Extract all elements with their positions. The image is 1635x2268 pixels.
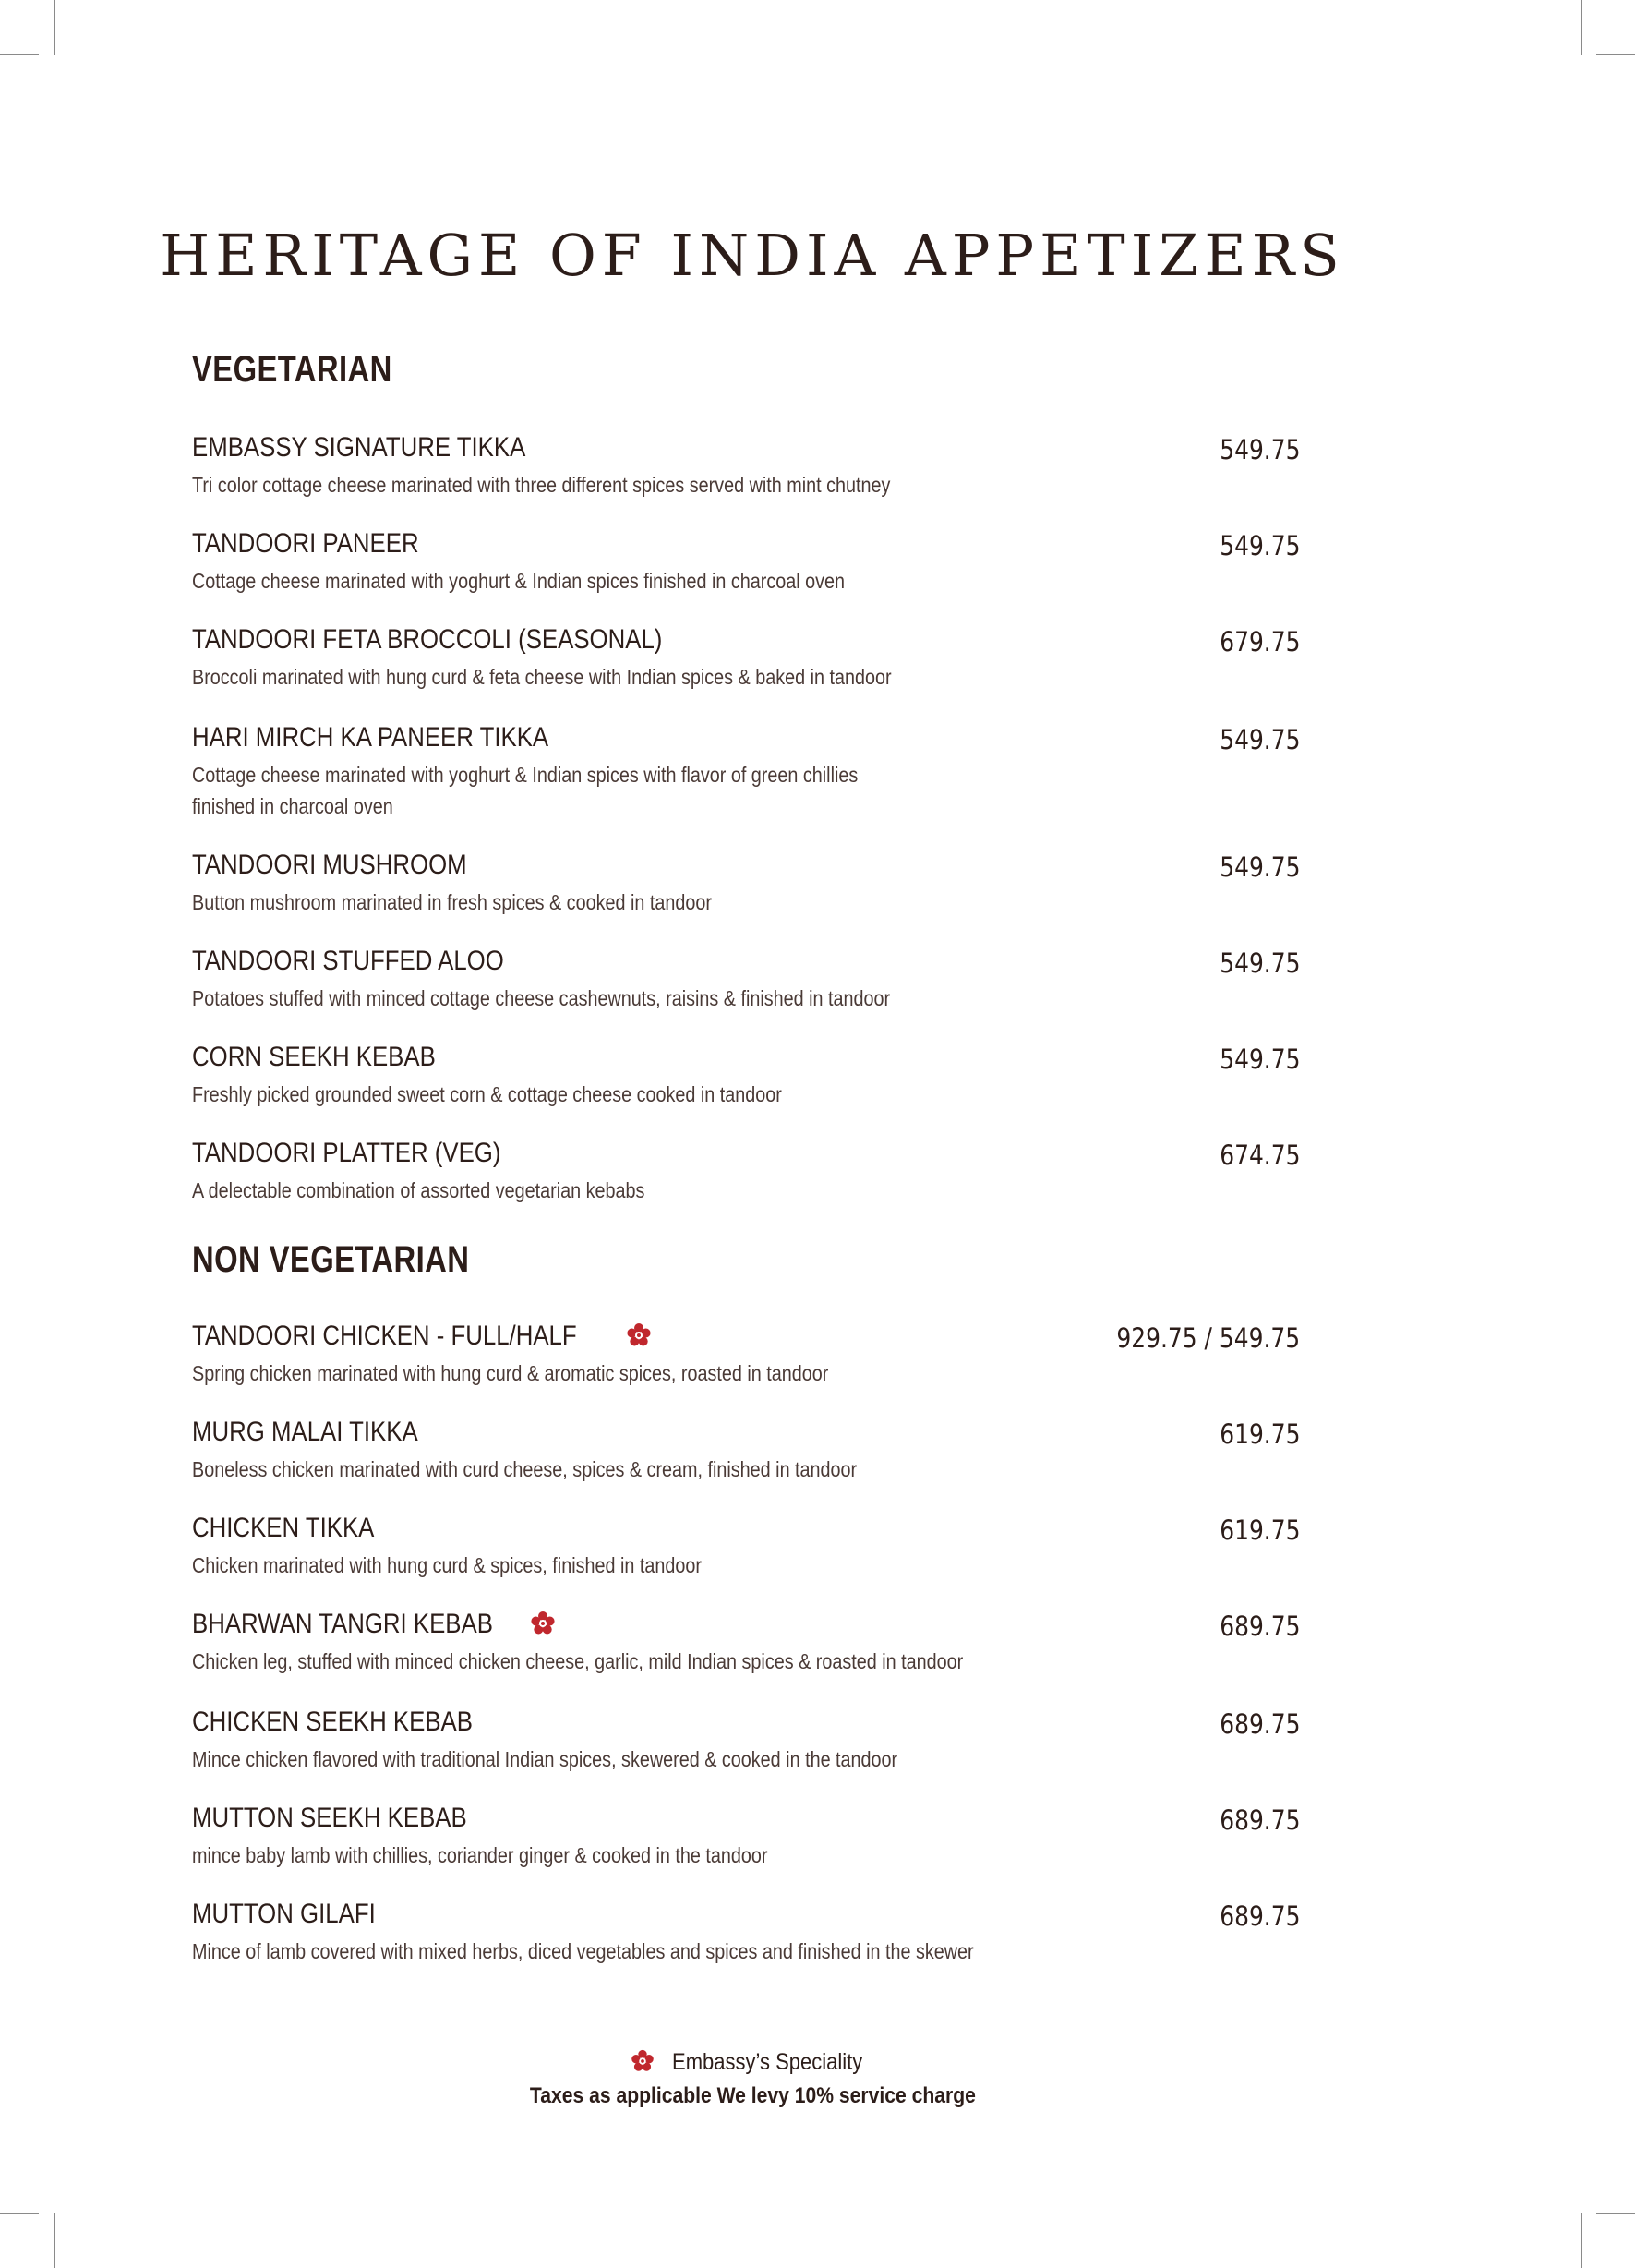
item-description-continued: finished in charcoal oven [192, 794, 393, 818]
item-description: Broccoli marinated with hung curd & feta cheese with Indian spices & baked in tandoor [192, 665, 892, 689]
item-name: EMBASSY SIGNATURE TIKKA [192, 432, 526, 463]
item-description: Potatoes stuffed with minced cottage cheese cashewnuts, raisins & finished in tandoor [192, 986, 891, 1010]
item-description: Spring chicken marinated with hung curd & aromatic spices, roasted in tandoor [192, 1361, 829, 1385]
crop-mark [1581, 2213, 1582, 2268]
menu-item [192, 1609, 1300, 1677]
item-description: Mince chicken flavored with traditional Indian spices, skewered & cooked in the tandoor [192, 1747, 898, 1771]
item-description: mince baby lamb with chillies, coriander ginger & cooked in the tandoor [192, 1843, 768, 1867]
speciality-legend [0, 2048, 1505, 2076]
crop-mark [0, 2213, 39, 2214]
item-name: BHARWAN TANGRI KEBAB [192, 1609, 493, 1639]
item-price: 674.75 [1219, 1140, 1300, 1171]
menu-item [192, 850, 1300, 918]
item-name: CHICKEN SEEKH KEBAB [192, 1707, 473, 1737]
crop-mark [1596, 54, 1635, 55]
crop-mark [0, 54, 39, 55]
item-name: TANDOORI STUFFED ALOO [192, 946, 504, 976]
item-description: Button mushroom marinated in fresh spices & cooked in tandoor [192, 890, 712, 914]
menu-item [192, 946, 1300, 1014]
item-price: 549.75 [1219, 530, 1300, 561]
menu-item [192, 432, 1300, 501]
menu-item [192, 1899, 1300, 1967]
item-price: 929.75 / 549.75 [1116, 1322, 1300, 1354]
item-price: 689.75 [1219, 1708, 1300, 1740]
item-price: 549.75 [1219, 851, 1300, 883]
item-price: 689.75 [1219, 1900, 1300, 1932]
item-name: CORN SEEKH KEBAB [192, 1042, 436, 1072]
item-price: 549.75 [1219, 1044, 1300, 1075]
item-description: Boneless chicken marinated with curd cheese, spices & cream, finished in tandoor [192, 1457, 858, 1481]
item-description: Mince of lamb covered with mixed herbs, diced vegetables and spices and finished in the skewer [192, 1939, 974, 1963]
item-description: Chicken marinated with hung curd & spices, finished in tandoor [192, 1553, 702, 1577]
item-price: 549.75 [1219, 724, 1300, 755]
menu-item [192, 1513, 1300, 1581]
crop-mark [54, 0, 55, 55]
menu-item [192, 1417, 1300, 1485]
flower-icon [625, 1321, 653, 1349]
menu-item [192, 722, 1300, 822]
menu-item [192, 1321, 1300, 1389]
section-heading-vegetarian: VEGETARIAN [192, 349, 392, 390]
menu-item [192, 1707, 1300, 1775]
menu-item [192, 1042, 1300, 1110]
item-name: TANDOORI MUSHROOM [192, 850, 467, 880]
item-price: 689.75 [1219, 1804, 1300, 1836]
flower-icon [630, 2048, 655, 2074]
menu-item [192, 624, 1300, 693]
flower-icon [529, 1610, 557, 1637]
item-description: Freshly picked grounded sweet corn & cottage cheese cooked in tandoor [192, 1082, 782, 1106]
tax-note-text: Taxes as applicable We levy 10% service charge [529, 2083, 976, 2108]
crop-mark [1596, 2213, 1635, 2214]
menu-item [192, 1138, 1300, 1206]
item-name: TANDOORI PANEER [192, 528, 419, 559]
item-price: 679.75 [1219, 626, 1300, 657]
tax-note [0, 2083, 1505, 2109]
item-name: HARI MIRCH KA PANEER TIKKA [192, 722, 549, 753]
item-name: TANDOORI CHICKEN - FULL/HALF [192, 1321, 577, 1351]
item-description: Chicken leg, stuffed with minced chicken cheese, garlic, mild Indian spices & roasted in tandoor [192, 1649, 964, 1673]
item-price: 619.75 [1219, 1418, 1300, 1450]
item-price: 619.75 [1219, 1514, 1300, 1546]
page-title: HERITAGE OF INDIA APPETIZERS [160, 222, 1345, 289]
item-description: Cottage cheese marinated with yoghurt & Indian spices with flavor of green chillies [192, 763, 859, 787]
item-price: 549.75 [1219, 947, 1300, 979]
item-name: TANDOORI FETA BROCCOLI (SEASONAL) [192, 624, 663, 655]
item-description: Cottage cheese marinated with yoghurt & Indian spices finished in charcoal oven [192, 569, 846, 593]
item-name: TANDOORI PLATTER (VEG) [192, 1138, 501, 1168]
item-price: 689.75 [1219, 1611, 1300, 1642]
item-name: MUTTON GILAFI [192, 1899, 376, 1929]
speciality-label: Embassy’s Speciality [671, 2049, 863, 2075]
item-description: Tri color cottage cheese marinated with three different spices served with mint chutney [192, 473, 891, 497]
section-heading-non-vegetarian: NON VEGETARIAN [192, 1239, 470, 1280]
item-price: 549.75 [1219, 434, 1300, 465]
menu-item [192, 528, 1300, 597]
crop-mark [1581, 0, 1582, 55]
crop-mark [54, 2213, 55, 2268]
item-name: CHICKEN TIKKA [192, 1513, 375, 1543]
item-description: A delectable combination of assorted vegetarian kebabs [192, 1178, 645, 1202]
item-name: MURG MALAI TIKKA [192, 1417, 418, 1447]
item-name: MUTTON SEEKH KEBAB [192, 1803, 467, 1833]
menu-item [192, 1803, 1300, 1871]
